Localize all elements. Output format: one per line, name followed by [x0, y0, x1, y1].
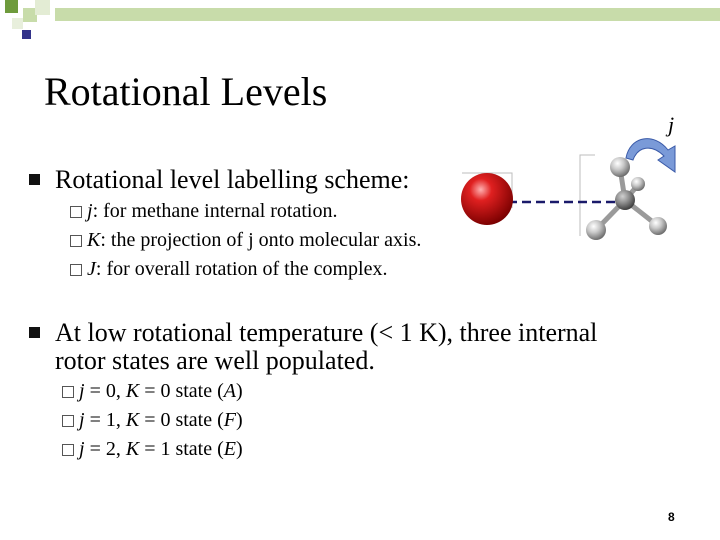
- sub-bullet: [70, 199, 337, 223]
- symbol-j: j: [79, 380, 85, 402]
- bullet-marker: [29, 327, 40, 338]
- symbol-j: j: [79, 409, 85, 431]
- sub-bullet-text: : for methane internal rotation.: [92, 200, 338, 222]
- sub-bullet-text: : for overall rotation of the complex.: [95, 258, 388, 280]
- sub-text: ): [236, 380, 243, 402]
- sub-bullet: [70, 228, 421, 252]
- sub-bullet-text: : the projection of j onto molecular axis.: [100, 229, 422, 251]
- bullet-marker: [29, 174, 40, 185]
- sub-text: ): [236, 409, 243, 431]
- state-label: A: [223, 380, 236, 402]
- sub-text: = 0,: [84, 380, 126, 402]
- header-decoration: [0, 0, 720, 50]
- bullet-2-line-1: At low rotational temperature (< 1 K), three internal: [55, 318, 598, 347]
- sub-text: = 0 state (: [139, 380, 224, 402]
- symbol-K: K: [125, 380, 140, 402]
- red-atom: [461, 173, 513, 225]
- symbol-K: K: [87, 229, 101, 251]
- checkbox-bullet-icon: [70, 206, 82, 218]
- sub-text: = 1,: [84, 409, 126, 431]
- sub-bullet: [62, 437, 243, 461]
- hydrogen-atom: [649, 217, 667, 235]
- sub-bullet: [70, 257, 387, 281]
- checkbox-bullet-icon: [70, 264, 82, 276]
- symbol-K: K: [125, 438, 140, 460]
- carbon-atom: [615, 190, 635, 210]
- sub-text: ): [236, 438, 243, 460]
- slide-title: Rotational Levels: [44, 69, 328, 114]
- sub-text: = 0 state (: [139, 409, 224, 431]
- deco-square: [12, 18, 23, 29]
- deco-strip: [55, 8, 720, 21]
- sub-text: = 2,: [84, 438, 126, 460]
- checkbox-bullet-icon: [62, 386, 74, 398]
- bullet-2-line-2: rotor states are well populated.: [55, 346, 375, 375]
- symbol-K: K: [125, 409, 140, 431]
- deco-square: [5, 0, 18, 13]
- deco-square: [23, 8, 37, 22]
- checkbox-bullet-icon: [70, 235, 82, 247]
- molecule-illustration: [460, 110, 690, 250]
- sub-bullet: [62, 379, 243, 403]
- checkbox-bullet-icon: [62, 444, 74, 456]
- rotation-arrow-icon: [626, 139, 675, 172]
- page-number: 8: [668, 510, 675, 524]
- checkbox-bullet-icon: [62, 415, 74, 427]
- symbol-j: j: [79, 438, 85, 460]
- hydrogen-atom: [586, 220, 606, 240]
- state-label: E: [223, 438, 236, 460]
- sub-bullet: [62, 408, 243, 432]
- state-label: F: [223, 409, 236, 431]
- deco-square: [22, 30, 31, 39]
- bullet-1-text: Rotational level labelling scheme:: [55, 165, 410, 194]
- rotation-label: j: [668, 112, 675, 137]
- symbol-J: J: [87, 258, 96, 280]
- hydrogen-atom: [610, 157, 630, 177]
- sub-text: = 1 state (: [139, 438, 224, 460]
- deco-square: [35, 0, 50, 15]
- hydrogen-atom: [631, 177, 645, 191]
- symbol-j: j: [87, 200, 93, 222]
